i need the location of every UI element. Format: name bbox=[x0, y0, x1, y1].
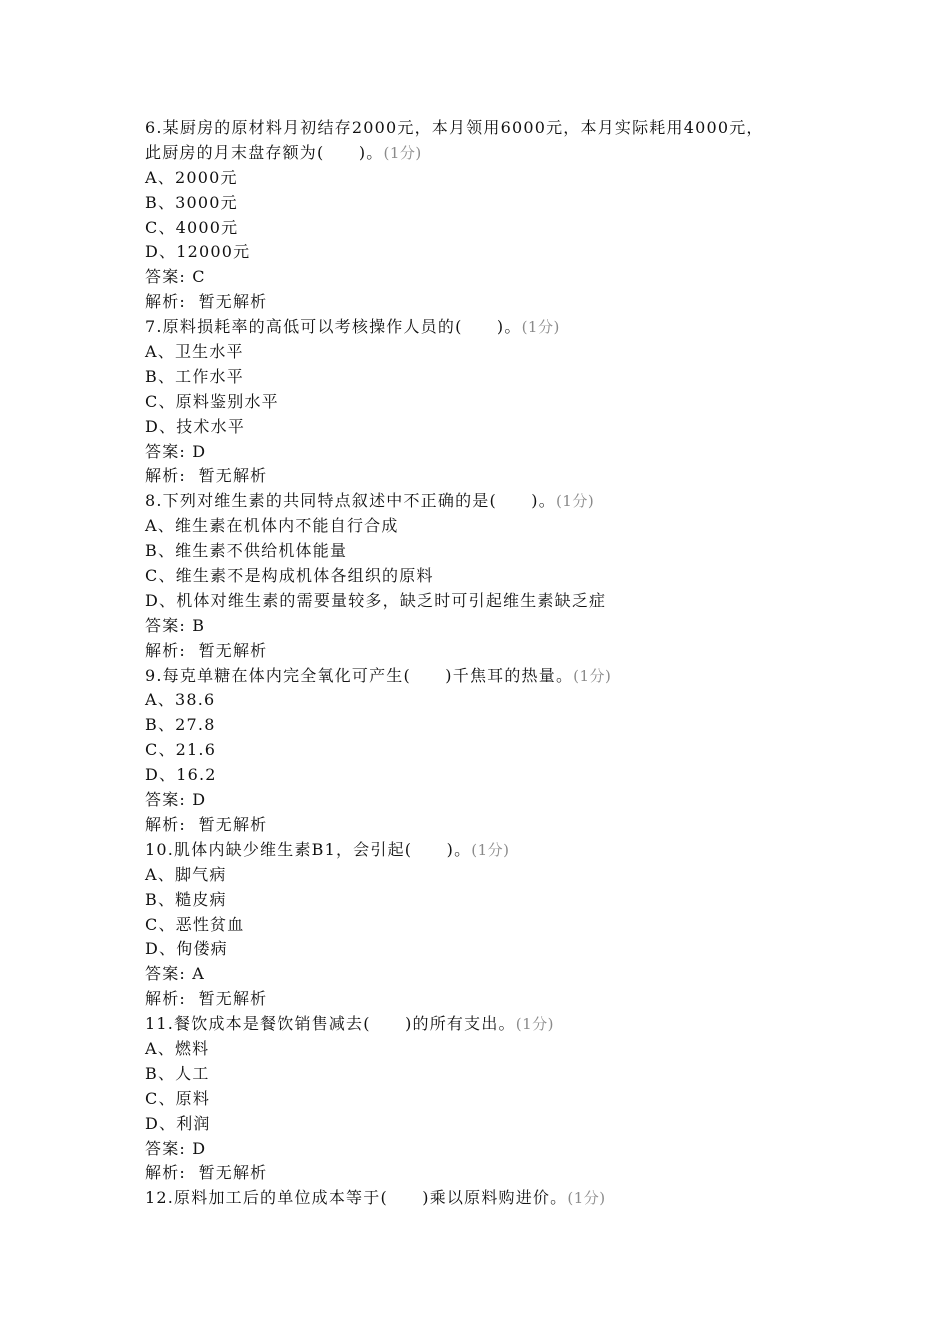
question-stem bbox=[145, 315, 825, 340]
question-stem bbox=[145, 1186, 825, 1211]
question-block bbox=[145, 116, 825, 315]
explanation-line bbox=[145, 813, 825, 838]
explanation-label: 解析: bbox=[145, 989, 199, 1009]
answer-line bbox=[145, 265, 825, 290]
explanation-label: 解析: bbox=[145, 814, 199, 834]
question-stem bbox=[145, 116, 825, 141]
answer-value: D bbox=[192, 441, 207, 461]
answer-label: 答案: bbox=[145, 1138, 193, 1158]
option-item: B、27.8 bbox=[145, 715, 216, 735]
question-score: (1分) bbox=[573, 666, 612, 685]
question-block bbox=[145, 1012, 825, 1186]
option-item: D、技术水平 bbox=[145, 416, 246, 436]
option-item: C、维生素不是构成机体各组织的原料 bbox=[145, 566, 434, 586]
answer-label: 答案: bbox=[145, 790, 193, 810]
question-score: (1分) bbox=[383, 143, 422, 162]
question-stem-text: 7.原料损耗率的高低可以考核操作人员的( )。 bbox=[145, 317, 522, 337]
option-item: C、恶性贫血 bbox=[145, 914, 245, 934]
explanation-line bbox=[145, 464, 825, 489]
option-item: B、糙皮病 bbox=[145, 889, 227, 909]
option-item: C、原料 bbox=[145, 1088, 211, 1108]
question-stem-text: 此厨房的月末盘存额为( )。 bbox=[145, 142, 384, 162]
question-block bbox=[145, 315, 825, 489]
option-item: A、38.6 bbox=[145, 690, 216, 710]
answer-line bbox=[145, 962, 825, 987]
question-stem-text: 9.每克单糖在体内完全氧化可产生( )千焦耳的热量。 bbox=[145, 665, 574, 685]
answer-line bbox=[145, 614, 825, 639]
question-stem-text: 10.肌体内缺少维生素B1，会引起( )。 bbox=[145, 839, 472, 859]
explanation-line bbox=[145, 639, 825, 664]
explanation-label: 解析: bbox=[145, 640, 199, 660]
explanation-value: 暂无解析 bbox=[198, 989, 268, 1009]
question-stem bbox=[145, 838, 825, 863]
explanation-value: 暂无解析 bbox=[198, 640, 268, 660]
option-item: B、工作水平 bbox=[145, 366, 244, 386]
explanation-value: 暂无解析 bbox=[198, 466, 268, 486]
answer-value: C bbox=[192, 267, 206, 287]
answer-label: 答案: bbox=[145, 441, 193, 461]
explanation-label: 解析: bbox=[145, 1163, 199, 1183]
explanation-label: 解析: bbox=[145, 292, 199, 312]
answer-value: B bbox=[192, 615, 206, 635]
option-item: D、12000元 bbox=[145, 242, 251, 262]
explanation-label: 解析: bbox=[145, 466, 199, 486]
exam-document bbox=[145, 116, 825, 1211]
option-item: A、燃料 bbox=[145, 1038, 210, 1058]
question-stem-text: 11.餐饮成本是餐饮销售减去( )的所有支出。 bbox=[145, 1014, 516, 1034]
answer-line bbox=[145, 440, 825, 465]
question-score: (1分) bbox=[521, 318, 560, 337]
question-block bbox=[145, 1186, 825, 1211]
answer-line bbox=[145, 788, 825, 813]
explanation-line bbox=[145, 987, 825, 1012]
option-item: C、4000元 bbox=[145, 217, 239, 237]
answer-value: A bbox=[192, 964, 206, 984]
question-stem-text: 12.原料加工后的单位成本等于( )乘以原料购进价。 bbox=[145, 1188, 568, 1208]
answer-label: 答案: bbox=[145, 615, 193, 635]
explanation-value: 暂无解析 bbox=[198, 814, 268, 834]
question-stem-text: 6.某厨房的原材料月初结存2000元，本月领用6000元，本月实际耗用4000元， bbox=[145, 118, 764, 137]
question-block bbox=[145, 664, 825, 838]
option-item: C、原料鉴别水平 bbox=[145, 391, 279, 411]
question-stem bbox=[145, 1012, 825, 1037]
answer-label: 答案: bbox=[145, 964, 193, 984]
explanation-value: 暂无解析 bbox=[198, 292, 268, 312]
explanation-line bbox=[145, 1161, 825, 1186]
question-stem-text: 8.下列对维生素的共同特点叙述中不正确的是( )。 bbox=[145, 491, 556, 511]
option-item: D、机体对维生素的需要量较多，缺乏时可引起维生素缺乏症 bbox=[145, 590, 607, 610]
question-score: (1分) bbox=[567, 1189, 606, 1208]
option-item: A、维生素在机体内不能自行合成 bbox=[145, 516, 399, 536]
answer-label: 答案: bbox=[145, 267, 193, 287]
question-block bbox=[145, 489, 825, 663]
option-item: B、3000元 bbox=[145, 192, 238, 212]
option-item: D、16.2 bbox=[145, 765, 217, 785]
option-item: B、维生素不供给机体能量 bbox=[145, 541, 348, 561]
question-block bbox=[145, 838, 825, 1012]
answer-value: D bbox=[192, 1138, 207, 1158]
option-item: A、脚气病 bbox=[145, 864, 227, 884]
question-stem bbox=[145, 489, 825, 514]
question-score: (1分) bbox=[555, 492, 595, 511]
explanation-line bbox=[145, 290, 825, 315]
question-score: (1分) bbox=[515, 1015, 554, 1034]
option-item: C、21.6 bbox=[145, 740, 217, 760]
option-item: B、人工 bbox=[145, 1063, 210, 1083]
answer-value: D bbox=[192, 790, 207, 810]
question-score: (1分) bbox=[471, 840, 510, 859]
question-stem bbox=[145, 664, 825, 689]
option-item: D、佝偻病 bbox=[145, 939, 228, 959]
answer-line bbox=[145, 1137, 825, 1162]
question-stem bbox=[145, 141, 825, 166]
option-item: D、利润 bbox=[145, 1113, 211, 1133]
explanation-value: 暂无解析 bbox=[198, 1163, 268, 1183]
option-item: A、2000元 bbox=[145, 167, 238, 187]
option-item: A、卫生水平 bbox=[145, 342, 244, 362]
